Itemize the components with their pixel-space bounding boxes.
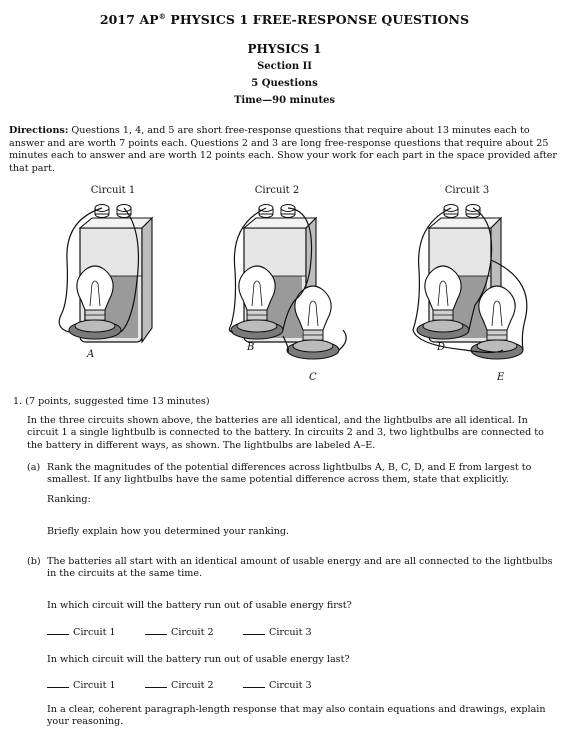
last-choice-2[interactable] — [145, 678, 214, 691]
header-title-post: PHYSICS 1 FREE-RESPONSE QUESTIONS — [165, 12, 470, 28]
bulb-b-label: B — [247, 342, 255, 353]
part-b — [27, 556, 562, 582]
circuit-3 — [413, 205, 527, 384]
circuit-2-label: Circuit 2 — [254, 185, 300, 196]
final-instruction: In a clear, coherent paragraph-length response that may also contain equations and drawings, explain your reasoning. — [47, 704, 546, 728]
circuit-1 — [59, 205, 152, 361]
part-a — [27, 462, 562, 488]
part-a-text: Rank the magnitudes of the potential differences across lightbulbs A, B, C, D, and E from largest to smallest. If any lightbulbs have the same potential difference across them, state that explicitly. — [47, 462, 532, 486]
first-choice-1[interactable] — [47, 625, 116, 638]
part-b-label: (b) — [27, 556, 41, 567]
first-choice-3[interactable] — [243, 625, 312, 638]
question-1-intro: In the three circuits shown above, the batteries are all identical, and the lightbulbs are all identical. In circuit 1 a single lightbulb is connected to the battery. In circuits 2 and 3, two lightbulbs are connected to the battery in different ways, as shown. The lightbulbs are labeled A–E. — [27, 415, 544, 451]
last-choice-3-label: Circuit 3 — [269, 680, 312, 691]
bulb-e-label: E — [497, 372, 505, 383]
bulb-d-label: D — [437, 342, 446, 353]
directions — [9, 125, 561, 175]
last-choice-2-label: Circuit 2 — [171, 680, 214, 691]
page-header — [0, 12, 569, 27]
part-a-label: (a) — [27, 462, 41, 473]
first-choices — [47, 625, 447, 639]
first-choice-2-label: Circuit 2 — [171, 627, 214, 638]
part-b-text: The batteries all start with an identical amount of usable energy and are all connected to the lightbulbs in the circuits at the same time. — [47, 556, 553, 580]
subject-title: PHYSICS 1 — [247, 42, 322, 56]
question-count: 5 Questions — [251, 78, 318, 89]
circuit-1-label: Circuit 1 — [90, 185, 136, 196]
first-question: In which circuit will the battery run out of usable energy first? — [47, 600, 352, 611]
last-choice-3[interactable] — [243, 678, 312, 691]
directions-label: Directions: — [9, 125, 69, 136]
first-choice-3-label: Circuit 3 — [269, 627, 312, 638]
last-question: In which circuit will the battery run out of usable energy last? — [47, 654, 350, 665]
last-choices — [47, 678, 447, 692]
explain-ranking-prompt: Briefly explain how you determined your ranking. — [47, 526, 290, 537]
section-title: Section II — [257, 61, 312, 72]
first-choice-1-label: Circuit 1 — [73, 627, 116, 638]
question-1-header: 1. (7 points, suggested time 13 minutes) — [13, 396, 210, 407]
bulb-c-label: C — [309, 372, 317, 383]
header-title-pre: 2017 AP — [99, 12, 159, 28]
time-limit: Time—90 minutes — [233, 95, 336, 106]
circuits-figure — [25, 180, 555, 385]
bulb-a-label: A — [87, 349, 95, 360]
ranking-prompt: Ranking: — [47, 494, 91, 505]
last-choice-1[interactable] — [47, 678, 116, 691]
directions-text: Questions 1, 4, and 5 are short free-response questions that require about 13 minutes each to answer and are worth 7 points each. Questions 2 and 3 are long free-response questions that require about 25 minutes each to answer and are worth 12 points each. Show your work for each part in the space provided after that part. — [9, 125, 558, 174]
circuit-2 — [229, 205, 346, 384]
registered-mark: ® — [158, 12, 166, 21]
circuit-3-label: Circuit 3 — [444, 185, 490, 196]
last-choice-1-label: Circuit 1 — [73, 680, 116, 691]
first-choice-2[interactable] — [145, 625, 214, 638]
